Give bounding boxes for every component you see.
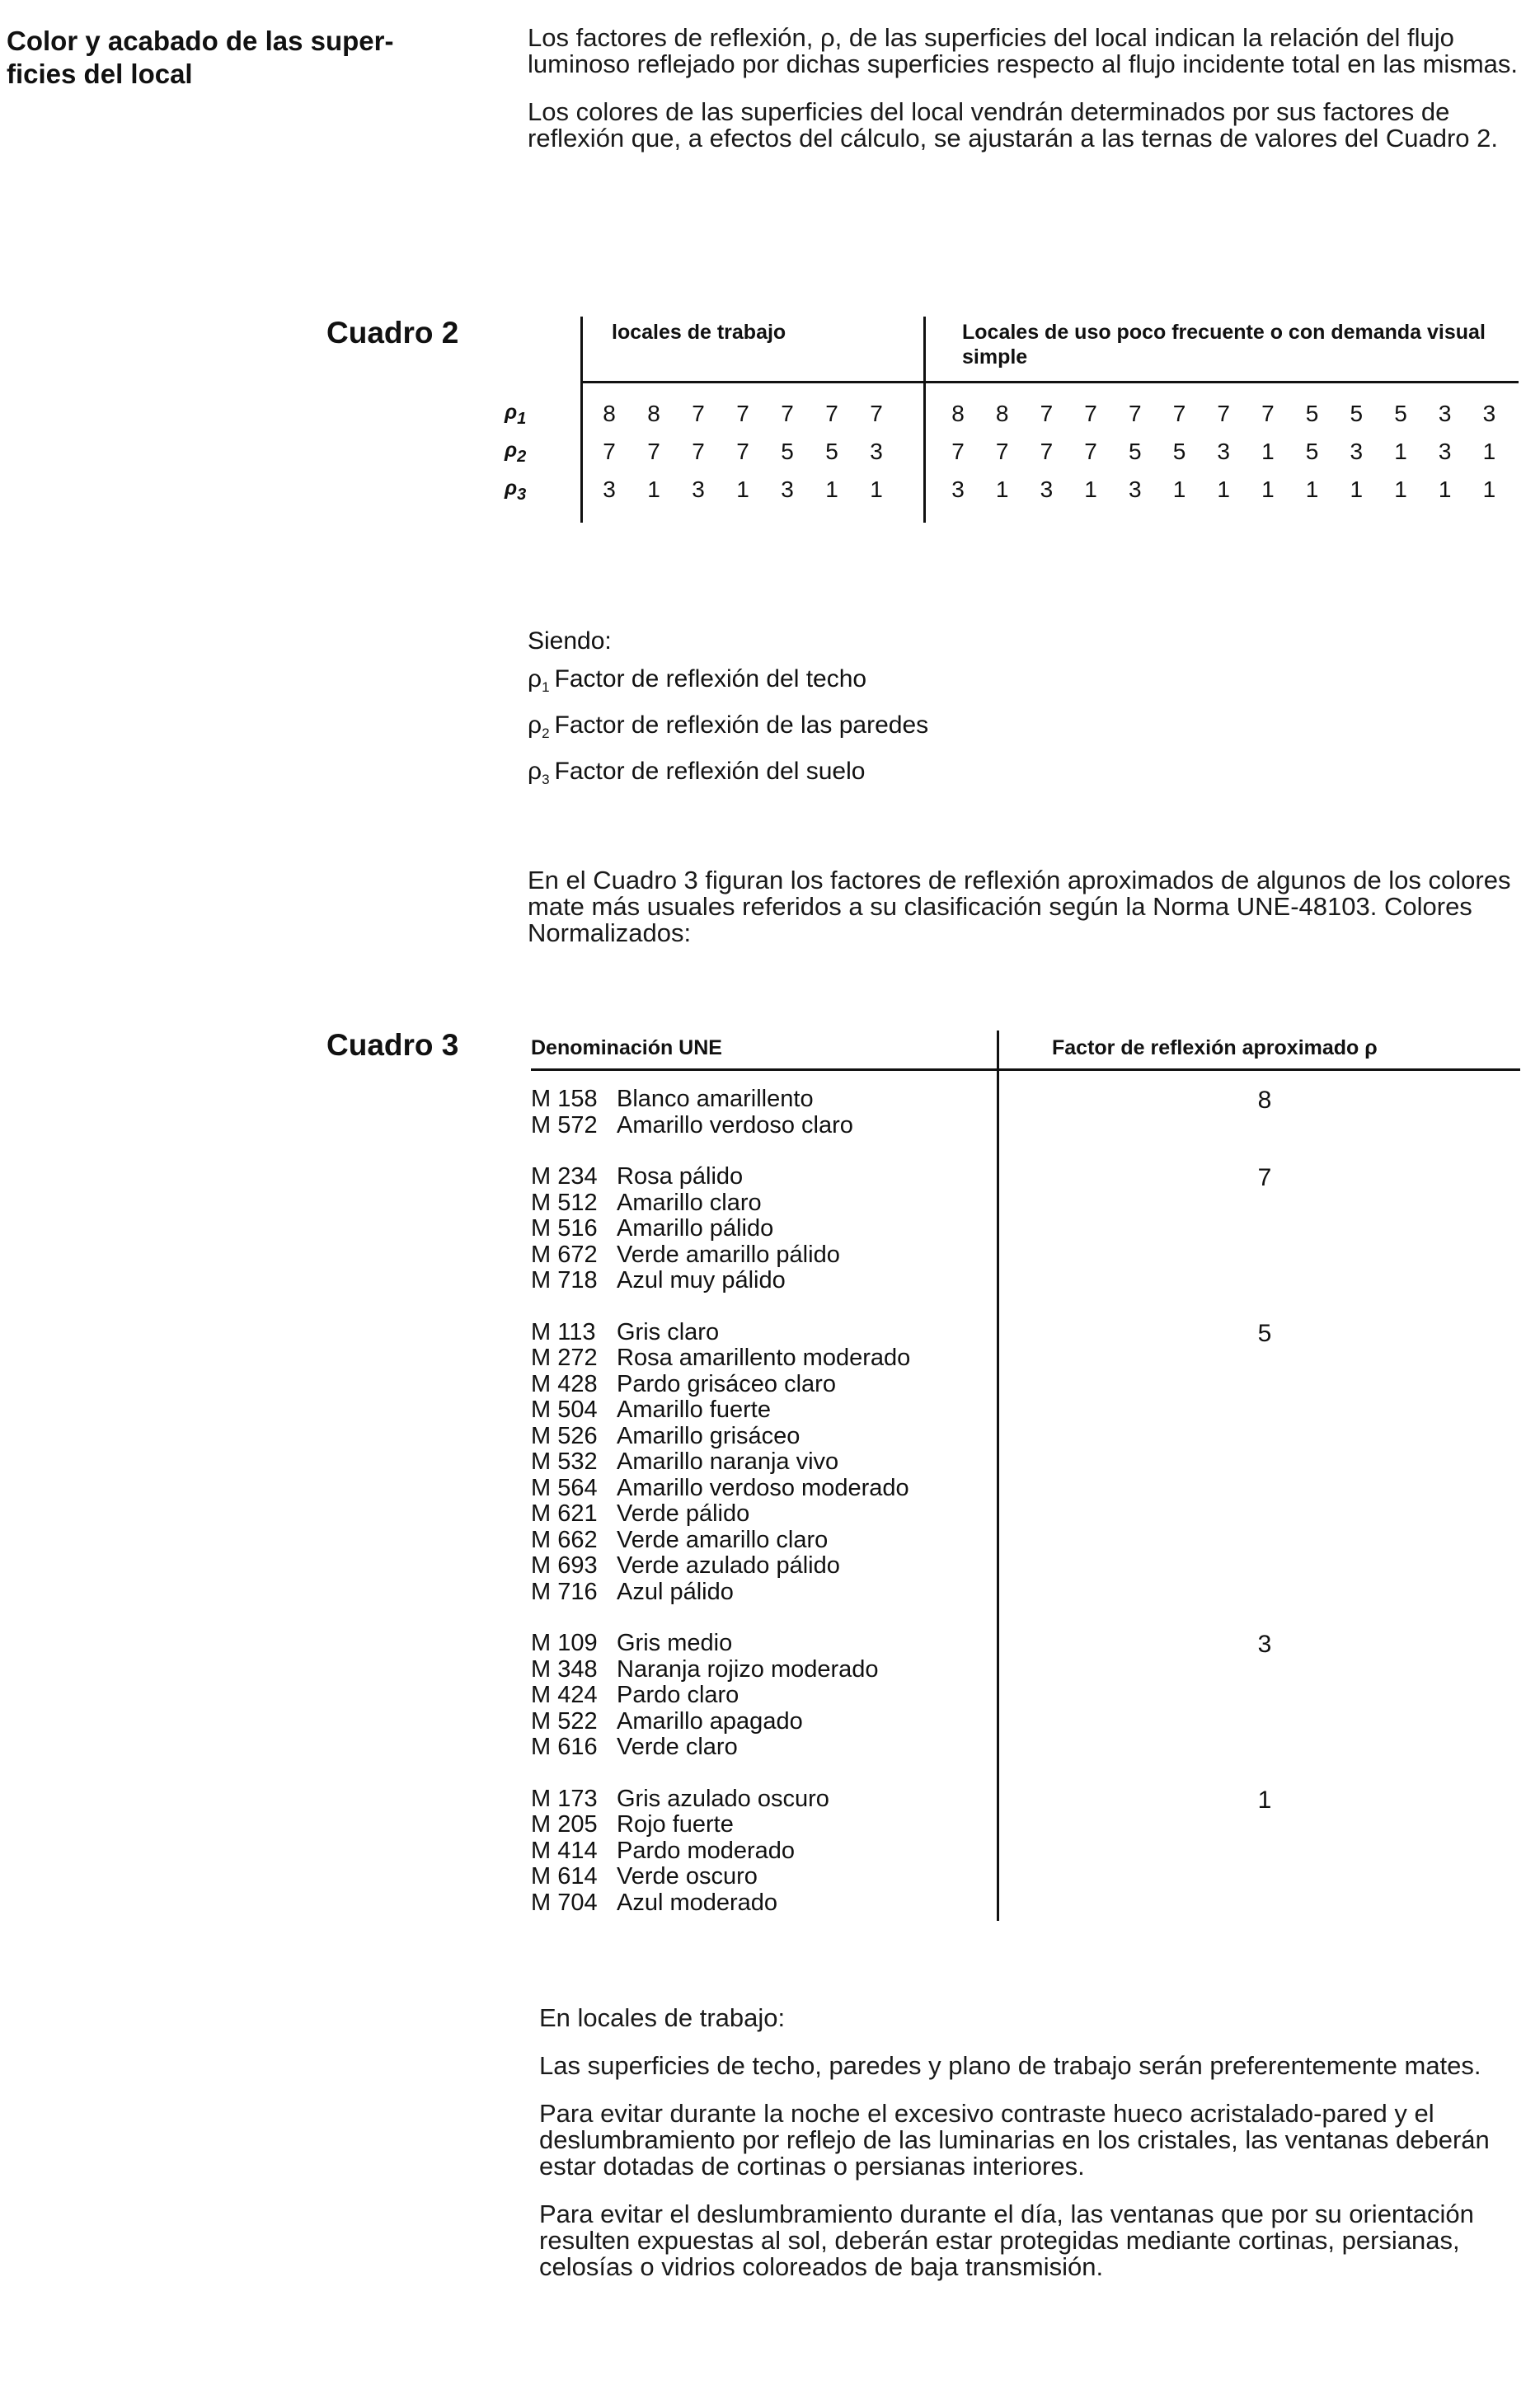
cuadro2-header-uso: Locales de uso poco frecuente o con demanda visual simple (962, 321, 1486, 369)
cuadro2-divider-mid (923, 317, 926, 523)
color-code: M 716 (531, 1578, 598, 1605)
siendo-item-text: Factor de reflexión del suelo (554, 758, 866, 785)
color-name: Amarillo verdoso claro (617, 1111, 853, 1139)
cuadro2-cell-uso: 3 (1129, 477, 1142, 502)
cuadro2-cell-trabajo: 8 (647, 401, 660, 426)
color-name: Azul muy pálido (617, 1267, 786, 1293)
color-name: Azul moderado (617, 1889, 778, 1916)
cuadro2-cell-uso: 7 (1084, 401, 1097, 426)
color-code: M 532 (531, 1448, 598, 1475)
rho-symbol: ρ (528, 665, 542, 692)
cuadro3-item (531, 1683, 993, 1709)
cuadro2-cell-uso: 5 (1305, 439, 1319, 464)
cuadro2-cell-uso: 1 (1217, 477, 1230, 502)
cuadro3-item (531, 1397, 993, 1424)
color-name: Verde amarillo pálido (617, 1241, 840, 1268)
color-name: Verde pálido (617, 1500, 750, 1527)
color-name: Amarillo grisáceo (617, 1422, 801, 1449)
color-name: Gris claro (617, 1318, 720, 1345)
color-name: Azul pálido (617, 1578, 734, 1605)
siendo-block (528, 622, 1270, 799)
color-code: M 572 (531, 1111, 598, 1139)
cuadro2-cell-uso: 7 (951, 439, 965, 464)
cuadro2-cell-trabajo: 8 (603, 401, 616, 426)
cuadro2-cell-trabajo: 3 (870, 439, 883, 464)
cuadro3-item (531, 1424, 993, 1450)
cuadro2-cell-uso: 5 (1305, 401, 1319, 426)
cuadro3-item (531, 1476, 993, 1502)
cuadro3-group (531, 1164, 993, 1294)
rho-subscript: 3 (517, 486, 527, 504)
color-code: M 173 (531, 1785, 598, 1812)
cuadro3-item (531, 1268, 993, 1294)
color-code: M 424 (531, 1682, 598, 1708)
rho-symbol: ρ (505, 401, 518, 424)
cuadro2-cell-uso: 7 (1261, 401, 1275, 426)
cuadro3-factor: 3 (1257, 1631, 1272, 1658)
cuadro3-item (531, 1372, 993, 1398)
cuadro2-cell-uso: 5 (1350, 401, 1364, 426)
cuadro3-header-denominacion: Denominación UNE (531, 1036, 722, 1059)
cuadro2-cell-uso: 3 (1438, 401, 1452, 426)
color-name: Amarillo naranja vivo (617, 1448, 839, 1475)
cuadro2-cell-trabajo: 7 (781, 401, 794, 426)
cuadro3-item (531, 1528, 993, 1554)
color-code: M 113 (531, 1318, 596, 1345)
cuadro2-cell-trabajo: 3 (781, 477, 794, 502)
cuadro2-cell-uso: 7 (1040, 401, 1054, 426)
rho-subscript: 3 (542, 772, 550, 787)
cuadro2-cell-uso: 7 (1084, 439, 1097, 464)
cuadro2-cell-uso: 1 (1261, 439, 1275, 464)
cuadro3-label: Cuadro 3 (326, 1028, 459, 1062)
rho-symbol: ρ (505, 477, 518, 500)
siendo-heading: Siendo: (528, 627, 612, 655)
cuadro3-item (531, 1501, 993, 1528)
color-code: M 272 (531, 1345, 598, 1371)
color-name: Blanco amarillento (617, 1086, 814, 1112)
intro-paragraph-2: Los colores de las superficies del local vendrán determinados por sus factores de reflexión que, a efectos del cálculo, se ajustarán a las ternas de valores del Cuadro 2. (528, 97, 1498, 153)
rho-subscript: 2 (542, 725, 550, 741)
siendo-list (528, 660, 1270, 799)
cuadro3-item (531, 1164, 993, 1190)
cuadro3-item (531, 1449, 993, 1476)
rho-symbol: ρ (528, 758, 542, 785)
cuadro2-cell-trabajo: 7 (647, 439, 660, 464)
cuadro3-divider (997, 1031, 999, 1921)
color-name: Verde oscuro (617, 1863, 758, 1890)
color-name: Amarillo apagado (617, 1707, 803, 1735)
section-title-line2: ficies del local (7, 59, 193, 89)
color-name: Verde amarillo claro (617, 1526, 829, 1553)
cuadro3-item (531, 1087, 993, 1113)
siendo-item (528, 660, 1270, 707)
color-code: M 693 (531, 1552, 598, 1579)
cuadro3-item (531, 1735, 993, 1761)
cuadro2-table (505, 317, 1519, 523)
color-code: M 348 (531, 1655, 598, 1683)
cuadro2-cell-trabajo: 1 (870, 477, 883, 502)
closing-block (539, 2005, 1520, 2302)
cuadro2-cell-uso: 1 (995, 477, 1009, 502)
color-name: Amarillo verdoso moderado (617, 1474, 909, 1501)
color-name: Naranja rojizo moderado (617, 1655, 879, 1683)
color-code: M 704 (531, 1889, 598, 1916)
rho-symbol: ρ (528, 711, 542, 739)
cuadro2-cell-trabajo: 7 (825, 401, 838, 426)
color-code: M 234 (531, 1163, 598, 1190)
color-code: M 504 (531, 1397, 598, 1423)
cuadro2-row-label (505, 401, 562, 429)
cuadro2-cell-trabajo: 3 (692, 477, 705, 502)
section-title-line1: Color y acabado de las super- (7, 26, 394, 56)
cuadro2-cell-uso: 1 (1084, 477, 1097, 502)
cuadro2-cell-uso: 3 (1040, 477, 1054, 502)
cuadro3-item (531, 1320, 993, 1346)
cuadro2-cell-uso: 3 (1438, 439, 1452, 464)
cuadro2-cell-trabajo: 7 (692, 439, 705, 464)
cuadro2-cell-trabajo: 7 (736, 401, 749, 426)
color-name: Pardo grisáceo claro (617, 1370, 836, 1397)
cuadro3-item (531, 1190, 993, 1217)
color-name: Pardo moderado (617, 1837, 796, 1864)
color-name: Amarillo fuerte (617, 1397, 771, 1423)
color-code: M 526 (531, 1422, 598, 1449)
cuadro3-intro: En el Cuadro 3 figuran los factores de reflexión aproximados de algunos de los colores mate más usuales referidos a su clasificación según la Norma UNE-48103. Colores Normalizados: (528, 866, 1511, 947)
siendo-item-text: Factor de reflexión del techo (554, 665, 867, 692)
cuadro2-cell-uso: 1 (1261, 477, 1275, 502)
cuadro3-factor: 5 (1257, 1319, 1272, 1347)
color-name: Verde claro (617, 1734, 738, 1760)
color-code: M 516 (531, 1215, 598, 1242)
rho-symbol: ρ (505, 439, 518, 462)
cuadro2-cell-trabajo: 5 (825, 439, 838, 464)
color-name: Verde azulado pálido (617, 1552, 840, 1579)
color-code: M 158 (531, 1086, 598, 1112)
cuadro3-factor: 1 (1257, 1786, 1272, 1814)
cuadro3-factor: 8 (1257, 1087, 1272, 1114)
cuadro3-header-factor: Factor de reflexión aproximado ρ (1052, 1036, 1378, 1059)
closing-paragraph-3: Para evitar el deslumbramiento durante el día, las ventanas que por su orientación resulten expuestas al sol, deberán estar protegidas mediante cortinas, persianas, celosías o vidrios coloreados de baja transmisión. (539, 2200, 1474, 2281)
cuadro3-item (531, 1864, 993, 1890)
cuadro2-cell-uso: 5 (1394, 401, 1407, 426)
cuadro2-divider-left (580, 317, 583, 523)
color-code: M 662 (531, 1526, 598, 1553)
color-code: M 522 (531, 1707, 598, 1735)
rho-subscript: 1 (542, 679, 550, 695)
cuadro3-item (531, 1657, 993, 1683)
cuadro2-cell-uso: 7 (1129, 401, 1142, 426)
cuadro2-cell-trabajo: 7 (870, 401, 883, 426)
cuadro2-header-rule (580, 381, 1519, 383)
siendo-item (528, 753, 1270, 799)
cuadro3-group (531, 1631, 993, 1761)
closing-heading: En locales de trabajo: (539, 2003, 786, 2032)
color-code: M 512 (531, 1189, 598, 1216)
cuadro3-item (531, 1709, 993, 1735)
cuadro2-cell-uso: 3 (1217, 439, 1230, 464)
cuadro2-cell-uso: 1 (1394, 477, 1407, 502)
cuadro2-cell-trabajo: 7 (692, 401, 705, 426)
cuadro2-cell-uso: 3 (1350, 439, 1364, 464)
cuadro2-cell-uso: 5 (1172, 439, 1186, 464)
cuadro3-item (531, 1631, 993, 1657)
cuadro2-cell-trabajo: 7 (603, 439, 616, 464)
cuadro3-header-rule (531, 1068, 1520, 1071)
rho-subscript: 1 (517, 410, 527, 428)
cuadro2-cell-trabajo: 5 (781, 439, 794, 464)
cuadro3-item (531, 1113, 993, 1139)
intro-text (528, 25, 1521, 173)
cuadro2-row-label (505, 439, 562, 467)
cuadro2-cell-uso: 1 (1172, 477, 1186, 502)
cuadro2-cell-uso: 7 (995, 439, 1009, 464)
color-code: M 414 (531, 1837, 598, 1864)
color-code: M 205 (531, 1811, 598, 1838)
cuadro3-group (531, 1786, 993, 1917)
cuadro2-cell-uso: 8 (995, 401, 1009, 426)
cuadro2-cell-trabajo: 1 (825, 477, 838, 502)
color-name: Gris azulado oscuro (617, 1785, 829, 1812)
color-name: Amarillo claro (617, 1189, 762, 1216)
cuadro3-item (531, 1216, 993, 1242)
color-name: Pardo claro (617, 1682, 739, 1708)
closing-paragraph-1: Las superficies de techo, paredes y plano de trabajo serán preferentemente mates. (539, 2051, 1481, 2080)
cuadro2-cell-trabajo: 1 (736, 477, 749, 502)
cuadro3-item (531, 1890, 993, 1917)
rho-subscript: 2 (517, 448, 527, 466)
cuadro2-cell-uso: 7 (1172, 401, 1186, 426)
siendo-item (528, 707, 1270, 753)
cuadro3-group (531, 1320, 993, 1606)
color-code: M 621 (531, 1500, 598, 1527)
color-code: M 109 (531, 1630, 598, 1656)
cuadro2-cell-trabajo: 1 (647, 477, 660, 502)
color-code: M 614 (531, 1863, 598, 1890)
color-code: M 616 (531, 1734, 598, 1760)
cuadro2-cell-uso: 1 (1350, 477, 1364, 502)
cuadro2-cell-uso: 7 (1040, 439, 1054, 464)
cuadro2-cell-uso: 1 (1394, 439, 1407, 464)
cuadro2-cell-uso: 7 (1217, 401, 1230, 426)
cuadro2-label: Cuadro 2 (326, 316, 459, 350)
cuadro3-item (531, 1786, 993, 1813)
cuadro3-item (531, 1812, 993, 1838)
color-name: Rosa amarillento moderado (617, 1345, 911, 1371)
intro-paragraph-1: Los factores de reflexión, ρ, de las superficies del local indican la relación del flujo luminoso reflejado por dichas superficies respecto al flujo incidente total en las mismas. (528, 23, 1518, 78)
cuadro2-cell-uso: 3 (1482, 401, 1496, 426)
closing-paragraph-2: Para evitar durante la noche el excesivo contraste hueco acristalado-pared y el deslumbramiento por reflejo de las luminarias en los cristales, las ventanas deberán estar dotadas de cortinas o persianas interiores. (539, 2099, 1490, 2181)
cuadro3-group (531, 1087, 993, 1139)
color-code: M 672 (531, 1241, 598, 1268)
color-code: M 564 (531, 1474, 598, 1501)
cuadro2-cell-uso: 1 (1305, 477, 1319, 502)
cuadro3-item (531, 1242, 993, 1269)
cuadro2-row-label (505, 477, 562, 505)
section-title (7, 25, 468, 91)
cuadro3-item (531, 1580, 993, 1606)
color-code: M 428 (531, 1370, 598, 1397)
cuadro3-item (531, 1553, 993, 1580)
cuadro3-table (531, 1031, 1520, 1921)
cuadro3-item (531, 1838, 993, 1865)
color-name: Amarillo pálido (617, 1215, 774, 1242)
color-name: Rosa pálido (617, 1163, 744, 1190)
cuadro2-cell-trabajo: 7 (736, 439, 749, 464)
color-code: M 718 (531, 1267, 598, 1293)
cuadro2-cell-uso: 5 (1129, 439, 1142, 464)
cuadro3-factor: 7 (1257, 1164, 1272, 1191)
cuadro2-cell-uso: 1 (1438, 477, 1452, 502)
color-name: Rojo fuerte (617, 1811, 734, 1838)
color-name: Gris medio (617, 1630, 733, 1656)
cuadro2-cell-uso: 1 (1482, 439, 1496, 464)
cuadro2-header-trabajo: locales de trabajo (612, 321, 786, 344)
cuadro2-cell-uso: 1 (1482, 477, 1496, 502)
cuadro3-item (531, 1345, 993, 1372)
cuadro2-cell-uso: 3 (951, 477, 965, 502)
siendo-item-text: Factor de reflexión de las paredes (554, 711, 929, 739)
cuadro2-cell-uso: 8 (951, 401, 965, 426)
cuadro2-cell-trabajo: 3 (603, 477, 616, 502)
